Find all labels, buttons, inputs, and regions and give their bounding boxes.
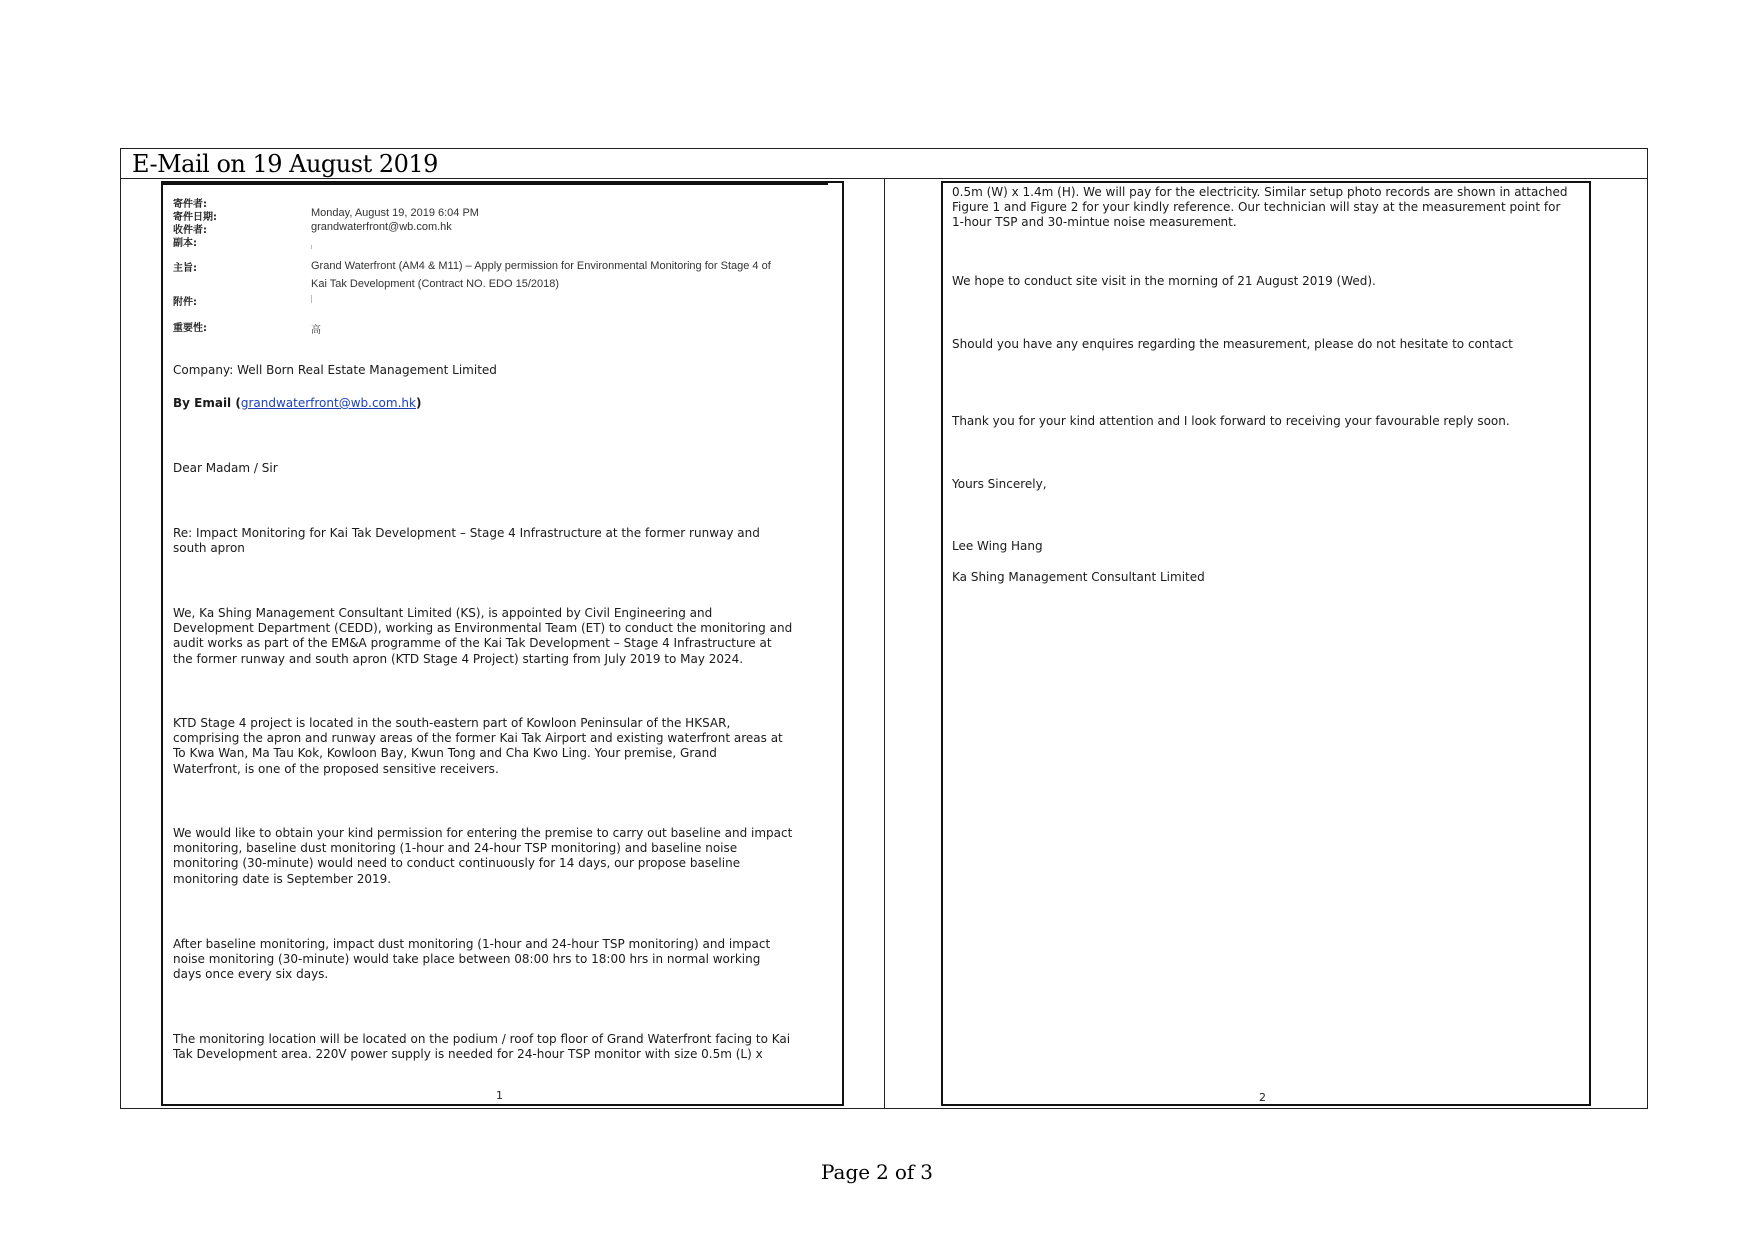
by-email-prefix: By Email ( xyxy=(173,396,241,410)
to-label: 收件者: xyxy=(173,225,207,236)
paragraph-impact: After baseline monitoring, impact dust monitoring (1-hour and 24-hour TSP monitoring) and impact noise monitoring (30-minute) would take place between 08:00 hrs to 18:00 hrs in normal working days once every six days. xyxy=(173,937,771,982)
title-row xyxy=(121,149,1647,179)
email-page-1 xyxy=(161,181,844,1106)
column-divider xyxy=(884,179,885,1108)
company-line: Company: Well Born Real Estate Management Limited xyxy=(173,363,497,377)
to-value: grandwaterfront@wb.com.hk xyxy=(311,221,452,233)
email-page-2 xyxy=(941,181,1591,1106)
page-current: 2 xyxy=(876,1160,889,1184)
attachment-label: 附件: xyxy=(173,297,197,308)
paragraph-appointment: We, Ka Shing Management Consultant Limited (KS), is appointed by Civil Engineering and Development Department (CEDD), working as Environmental Team (ET) to conduct the monitoring and audit works as part of the EM&A programme of the Kai Tak Development – Stage 4 Infrastructure at the former runway and south apron (KTD Stage 4 Project) starting from July 2019 to May 2024. xyxy=(173,606,793,666)
paragraph-monitoring-location: The monitoring location will be located on the podium / roof top floor of Grand Waterfront facing to Kai Tak Development area. 220V power supply is needed for 24-hour TSP monitor with size 0.5m (L) x xyxy=(173,1032,791,1062)
cc-empty-mark xyxy=(311,245,312,249)
re-line: Re: Impact Monitoring for Kai Tak Development – Stage 4 Infrastructure at the former runway and south apron xyxy=(173,526,760,556)
email-page-number: 2 xyxy=(1259,1091,1266,1104)
subject-line-1: Grand Waterfront (AM4 & M11) – Apply permission for Environmental Monitoring for Stage 4 of xyxy=(311,260,771,272)
of-word: of xyxy=(894,1160,915,1184)
email-record-table xyxy=(120,148,1648,1109)
by-email-line xyxy=(173,396,823,411)
header-rule xyxy=(163,183,828,185)
email-page-number: 1 xyxy=(496,1089,503,1102)
paragraph-thanks: Thank you for your kind attention and I look forward to receiving your favourable reply soon. xyxy=(952,414,1510,428)
attachment-empty-mark xyxy=(311,295,312,303)
signer-name: Lee Wing Hang xyxy=(952,539,1043,553)
sent-label: 寄件日期: xyxy=(173,212,217,223)
salutation: Dear Madam / Sir xyxy=(173,461,278,475)
paragraph-enquiries: Should you have any enquires regarding the measurement, please do not hesitate to contact xyxy=(952,337,1513,351)
paragraph-electricity: 0.5m (W) x 1.4m (H). We will pay for the electricity. Similar setup photo records are shown in attached Figure 1 and Figure 2 for your kindly reference. Our technician will stay at the measurement point for 1-hour TSP and 30-mintue noise measurement. xyxy=(952,185,1568,230)
importance-value: 高 xyxy=(311,325,321,336)
page-footer xyxy=(0,1160,1754,1184)
recipient-email-link[interactable]: grandwaterfront@wb.com.hk xyxy=(240,396,416,410)
from-label: 寄件者: xyxy=(173,199,207,210)
signer-company: Ka Shing Management Consultant Limited xyxy=(952,570,1205,584)
paragraph-site-visit: We hope to conduct site visit in the morning of 21 August 2019 (Wed). xyxy=(952,274,1376,288)
by-email-suffix: ) xyxy=(415,396,422,410)
closing: Yours Sincerely, xyxy=(952,477,1047,491)
sent-value: Monday, August 19, 2019 6:04 PM xyxy=(311,207,479,219)
paragraph-baseline: We would like to obtain your kind permission for entering the premise to carry out baseline and impact monitoring, baseline dust monitoring (1-hour and 24-hour TSP monitoring) and baseline noise monitoring (30-minute) would need to conduct continuously for 14 days, our propose baseline monitoring date is September 2019. xyxy=(173,826,793,886)
cc-label: 副本: xyxy=(173,238,197,249)
paragraph-location: KTD Stage 4 project is located in the south-eastern part of Kowloon Peninsular of the HKSAR, comprising the apron and runway areas of the former Kai Tak Airport and existing waterfront areas at To Kwa Wan, Ma Tau Kok, Kowloon Bay, Kwun Tong and Cha Kwo Ling. Your premise, Grand Waterfront, is one of the proposed sensitive receivers. xyxy=(173,716,783,776)
page-word: Page xyxy=(820,1160,871,1184)
subject-line-2: Kai Tak Development (Contract NO. EDO 15/2018) xyxy=(311,278,560,290)
document-title: E-Mail on 19 August 2019 xyxy=(132,150,438,178)
page-total: 3 xyxy=(920,1160,934,1184)
importance-label: 重要性: xyxy=(173,323,207,334)
subject-label: 主旨: xyxy=(173,263,197,274)
